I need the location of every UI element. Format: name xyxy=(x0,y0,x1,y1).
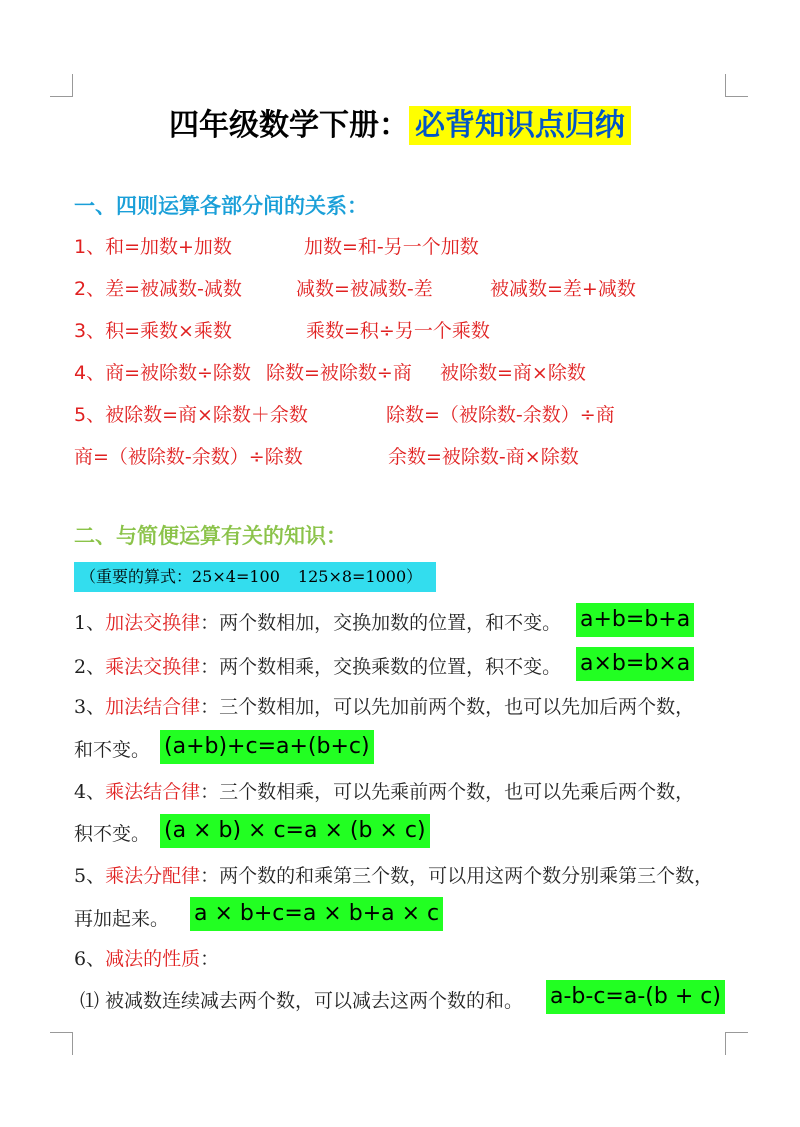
law-2-name: 乘法交换律 xyxy=(105,656,201,678)
law-3-num: 3、 xyxy=(74,696,106,718)
law-3-name: 加法结合律 xyxy=(105,696,201,718)
rel-3b: 乘数=积÷另一个乘数 xyxy=(306,320,490,342)
rel-5b: 除数=（被除数-余数）÷商 xyxy=(386,404,615,426)
important-eq-2: 125×8=1000） xyxy=(297,567,423,586)
title-highlight: 必背知识点归纳 xyxy=(409,106,631,145)
rel-4a: 4、商=被除数÷除数 xyxy=(74,362,251,384)
page-title xyxy=(0,100,800,144)
law-6-text: ： xyxy=(200,948,220,970)
rel-2a: 2、差=被减数-减数 xyxy=(74,278,242,300)
law-6-sub1-formula: a-b-c=a-(b + c) xyxy=(546,980,725,1014)
law-1-num: 1、 xyxy=(74,612,106,634)
law-3-cont: 和不变。 xyxy=(74,739,151,761)
law-4-formula: (a × b) × c=a × (b × c) xyxy=(160,814,430,848)
rel-6a: 商=（被除数-余数）÷除数 xyxy=(74,446,303,468)
law-5-cont: 再加起来。 xyxy=(74,908,170,930)
law-1-name: 加法交换律 xyxy=(105,612,201,634)
law-6-name: 减法的性质 xyxy=(105,948,201,970)
law-2 xyxy=(74,652,561,679)
law-1-formula: a+b=b+a xyxy=(576,603,694,637)
rel-4c: 被除数=商×除数 xyxy=(440,362,586,384)
rel-1a: 1、和=加数+加数 xyxy=(74,236,232,258)
section2-heading: 二、与简便运算有关的知识： xyxy=(74,524,347,548)
law-4-name: 乘法结合律 xyxy=(105,781,201,803)
law-6-sub1: ⑴ 被减数连续减去两个数，可以减去这两个数的和。 xyxy=(80,990,524,1012)
section1-heading: 一、四则运算各部分间的关系： xyxy=(74,194,368,218)
law-2-num: 2、 xyxy=(74,656,106,678)
law-1 xyxy=(74,608,561,635)
law-2-formula: a×b=b×a xyxy=(576,647,694,681)
title-plain: 四年级数学下册： xyxy=(169,108,409,143)
law-5 xyxy=(74,861,713,888)
law-5-formula: a × b+c=a × b+a × c xyxy=(190,897,443,931)
law-4 xyxy=(74,777,694,804)
law-3-formula: (a+b)+c=a+(b+c) xyxy=(160,730,374,764)
corner-mark-top-right xyxy=(725,74,748,97)
law-4-text: ：三个数相乘，可以先乘前两个数，也可以先乘后两个数， xyxy=(200,781,695,803)
rel-4b: 除数=被除数÷商 xyxy=(266,362,412,384)
law-4-num: 4、 xyxy=(74,781,106,803)
rel-5a: 5、被除数=商×除数＋余数 xyxy=(74,404,308,426)
important-eq-1: （重要的算式：25×4=100 xyxy=(80,567,280,586)
law-4-cont: 积不变。 xyxy=(74,823,151,845)
rel-2b: 减数=被减数-差 xyxy=(296,278,433,300)
rel-6b: 余数=被除数-商×除数 xyxy=(388,446,579,468)
law-5-num: 5、 xyxy=(74,865,106,887)
law-6 xyxy=(74,944,219,971)
law-3-text: ：三个数相加，可以先加前两个数，也可以先加后两个数， xyxy=(200,696,695,718)
law-1-text: ：两个数相加，交换加数的位置，和不变。 xyxy=(200,612,562,634)
law-2-text: ：两个数相乘，交换乘数的位置，积不变。 xyxy=(200,656,562,678)
corner-mark-bottom-right xyxy=(725,1032,748,1055)
rel-1b: 加数=和-另一个加数 xyxy=(304,236,479,258)
important-equations xyxy=(74,562,436,592)
law-6-num: 6、 xyxy=(74,948,106,970)
corner-mark-bottom-left xyxy=(50,1032,73,1055)
law-5-name: 乘法分配律 xyxy=(105,865,201,887)
law-5-text: ：两个数的和乘第三个数，可以用这两个数分别乘第三个数， xyxy=(200,865,714,887)
rel-3a: 3、积=乘数×乘数 xyxy=(74,320,232,342)
rel-2c: 被减数=差+减数 xyxy=(490,278,636,300)
corner-mark-top-left xyxy=(50,74,73,97)
law-3 xyxy=(74,692,694,719)
